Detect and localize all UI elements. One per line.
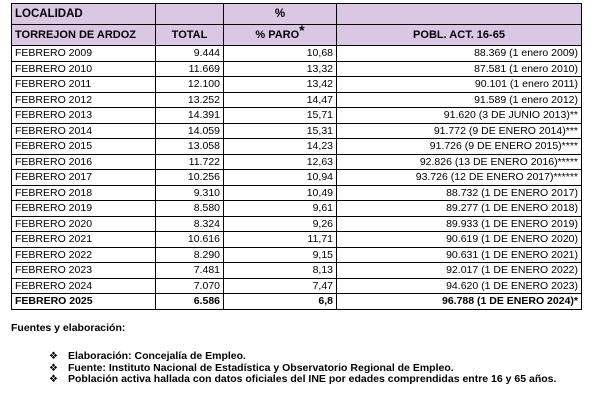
row-pobl: 89.277 (1 DE ENERO 2018) [337, 201, 582, 217]
row-pobl: 90.631 (1 DE ENERO 2021) [337, 247, 582, 263]
row-total: 8.580 [156, 201, 224, 217]
row-total: 8.324 [156, 216, 224, 232]
row-period: FEBRERO 2013 [12, 108, 156, 124]
diamond-bullet-icon: ❖ [49, 362, 58, 374]
table-row [12, 185, 582, 201]
row-total: 13.252 [156, 92, 224, 108]
row-paro: 9,15 [224, 247, 337, 263]
table-row [12, 170, 582, 186]
row-paro: 15,71 [224, 108, 337, 124]
row-paro: 14,23 [224, 139, 337, 155]
row-pobl: 87.581 (1 enero 2010) [337, 61, 582, 77]
row-pobl: 88.369 (1 enero 2009) [337, 46, 582, 62]
row-paro: 10,94 [224, 170, 337, 186]
row-total: 11.669 [156, 61, 224, 77]
header-percent-symbol: % [224, 4, 337, 25]
row-pobl: 96.788 (1 DE ENERO 2024)* [337, 294, 582, 310]
row-period: FEBRERO 2009 [12, 46, 156, 62]
row-period: FEBRERO 2024 [12, 278, 156, 294]
row-total: 9.444 [156, 46, 224, 62]
row-pobl: 91.726 (9 DE ENERO 2015)**** [337, 139, 582, 155]
table-row [12, 139, 582, 155]
row-period: FEBRERO 2022 [12, 247, 156, 263]
row-pobl: 88.732 (1 DE ENERO 2017) [337, 185, 582, 201]
row-pobl: 92.017 (1 DE ENERO 2022) [337, 263, 582, 279]
row-period: FEBRERO 2020 [12, 216, 156, 232]
header-paro [224, 25, 337, 46]
row-period: FEBRERO 2018 [12, 185, 156, 201]
row-total: 14.059 [156, 123, 224, 139]
row-period: FEBRERO 2017 [12, 170, 156, 186]
table-row [12, 108, 582, 124]
table-row [12, 216, 582, 232]
table-row [12, 232, 582, 248]
row-pobl: 93.726 (12 DE ENERO 2017)****** [337, 170, 582, 186]
row-pobl: 91.620 (3 DE JUNIO 2013)** [337, 108, 582, 124]
row-paro: 13,32 [224, 61, 337, 77]
row-paro: 6,8 [224, 294, 337, 310]
header-place: TORREJON DE ARDOZ [12, 25, 156, 46]
row-paro: 12,63 [224, 154, 337, 170]
table-row [12, 154, 582, 170]
row-period: FEBRERO 2010 [12, 61, 156, 77]
table-row [12, 263, 582, 279]
header-blank-2 [337, 4, 582, 25]
row-pobl: 90.619 (1 DE ENERO 2020) [337, 232, 582, 248]
footer-note [49, 374, 591, 386]
table-row [12, 294, 582, 310]
row-paro: 10,68 [224, 46, 337, 62]
header-locality: LOCALIDAD [12, 4, 156, 25]
diamond-bullet-icon: ❖ [49, 374, 58, 385]
row-paro: 7,47 [224, 278, 337, 294]
header-row-2 [12, 25, 582, 46]
unemployment-table [11, 3, 582, 310]
row-paro: 10,49 [224, 185, 337, 201]
row-period: FEBRERO 2019 [12, 201, 156, 217]
row-pobl: 91.589 (1 enero 2012) [337, 92, 582, 108]
row-period: FEBRERO 2025 [12, 294, 156, 310]
header-row-1 [12, 4, 582, 25]
footer-note-text: Fuente: Instituto Nacional de Estadística y Observatorio Regional de Empleo. [68, 361, 454, 374]
row-period: FEBRERO 2011 [12, 77, 156, 93]
row-paro: 9,26 [224, 216, 337, 232]
table-row [12, 123, 582, 139]
row-period: FEBRERO 2012 [12, 92, 156, 108]
row-paro: 14,47 [224, 92, 337, 108]
row-pobl: 89.933 (1 DE ENERO 2019) [337, 216, 582, 232]
row-paro: 11,71 [224, 232, 337, 248]
table-row [12, 61, 582, 77]
footer-note-text: Elaboración: Concejalía de Empleo. [68, 350, 246, 362]
header-paro-star: * [299, 24, 305, 39]
row-total: 6.586 [156, 294, 224, 310]
row-total: 10.616 [156, 232, 224, 248]
footer [11, 322, 591, 386]
row-total: 9.310 [156, 185, 224, 201]
row-paro: 9,61 [224, 201, 337, 217]
table-row [12, 46, 582, 62]
row-total: 7.481 [156, 263, 224, 279]
row-total: 8.290 [156, 247, 224, 263]
row-period: FEBRERO 2015 [12, 139, 156, 155]
footer-title: Fuentes y elaboración: [11, 322, 126, 334]
header-blank [156, 4, 224, 25]
table-row [12, 77, 582, 93]
header-paro-label: % PARO [255, 29, 300, 41]
row-total: 13.058 [156, 139, 224, 155]
row-total: 14.391 [156, 108, 224, 124]
row-total: 12.100 [156, 77, 224, 93]
row-period: FEBRERO 2016 [12, 154, 156, 170]
table-row [12, 201, 582, 217]
header-pobl: POBL. ACT. 16-65 [337, 25, 582, 46]
row-pobl: 92.826 (13 DE ENERO 2016)***** [337, 154, 582, 170]
table-row [12, 278, 582, 294]
row-pobl: 94.620 (1 DE ENERO 2023) [337, 278, 582, 294]
row-total: 10.256 [156, 170, 224, 186]
row-pobl: 90.101 (1 enero 2011) [337, 77, 582, 93]
diamond-bullet-icon: ❖ [49, 351, 58, 362]
row-paro: 13,42 [224, 77, 337, 93]
footer-notes [11, 351, 591, 386]
row-period: FEBRERO 2021 [12, 232, 156, 248]
row-paro: 15,31 [224, 123, 337, 139]
row-pobl: 91.772 (9 DE ENERO 2014)*** [337, 123, 582, 139]
row-total: 11.722 [156, 154, 224, 170]
row-paro: 8,13 [224, 263, 337, 279]
header-total: TOTAL [156, 25, 224, 46]
row-total: 7.070 [156, 278, 224, 294]
footer-note-text: Población activa hallada con datos oficiales del INE por edades comprendidas entre 16 y 65 años. [68, 373, 557, 385]
table-row [12, 92, 582, 108]
table-row [12, 247, 582, 263]
row-period: FEBRERO 2014 [12, 123, 156, 139]
row-period: FEBRERO 2023 [12, 263, 156, 279]
